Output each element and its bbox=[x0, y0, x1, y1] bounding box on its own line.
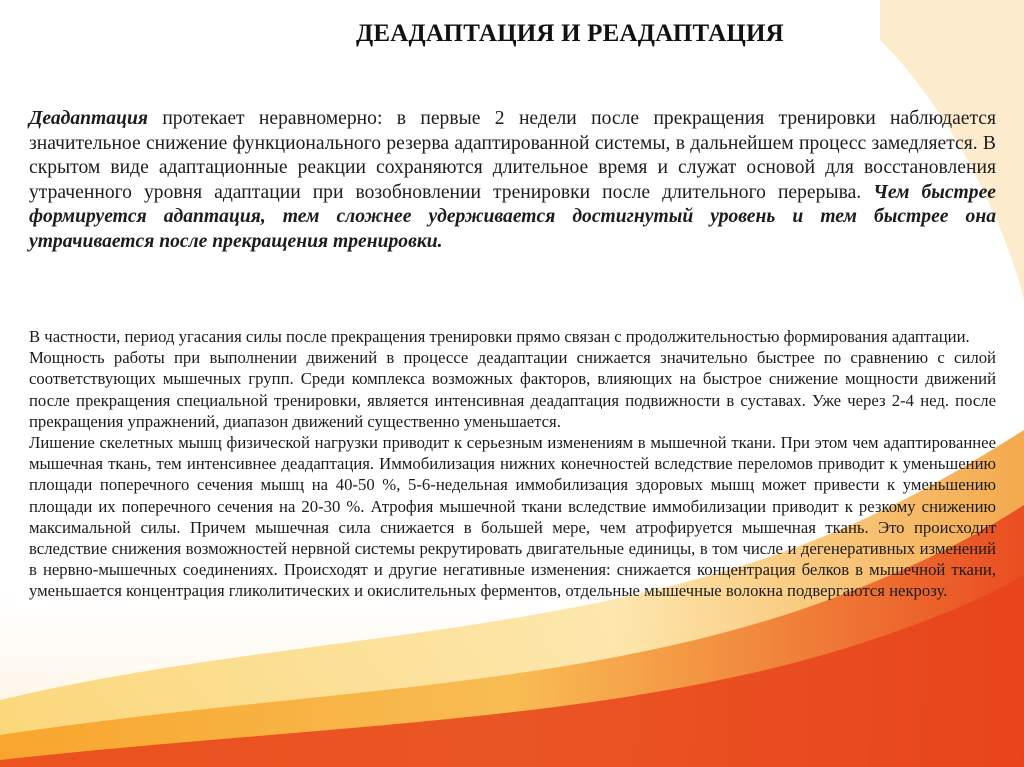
body-text bbox=[29, 326, 996, 602]
slide-title: ДЕАДАПТАЦИЯ И РЕАДАПТАЦИЯ bbox=[356, 20, 784, 47]
lead-text: протекает неравномерно: в первые 2 недели после прекращения тренировки наблюдается значительное снижение функционального резерва адаптированной системы, в дальнейшем процесс замедляется. В скрытом виде адаптационные реакции сохраняются длительное время и служат основой для восстановления утраченного уровня адаптации при возобновлении тренировки после длительного перерыва. bbox=[29, 108, 996, 203]
paragraph: В частности, период угасания силы после прекращения тренировки прямо связан с продолжительностью формирования адаптации. bbox=[29, 327, 970, 346]
lead-paragraph bbox=[29, 107, 996, 255]
paragraph: Лишение скелетных мышц физической нагрузки приводит к серьезным изменениям в мышечной ткани. При этом чем адаптированнее мышечная ткань, тем интенсивнее деадаптация. Иммобилизация нижних конечностей вследствие переломов приводит к уменьшению площади поперечного сечения мышц на 40-50 %, 5-6-недельная иммобилизация здоровых мышц может привести к уменьшению площади их поперечного сечения на 20-30 %. Атрофия мышечной ткани вследствие иммобилизации приводит к резкому снижению максимальной силы. Причем мышечная сила снижается в большей мере, чем атрофируется мышечная ткань. Это происходит вследствие снижения возможностей нервной системы рекрутировать двигательные единицы, в том числе и дегенеративных изменений в нервно-мышечных соединениях. Происходят и другие негативные изменения: снижается концентрация белков в мышечной ткани, уменьшается концентрация гликолитических и окислительных ферментов, отдельные мышечные волокна подвергаются некрозу. bbox=[29, 433, 996, 601]
lead-emphasis: Чем быстрее формируется адаптация, тем сложнее удерживается достигнутый уровень и тем быстрее она утрачивается после прекращения тренировки. bbox=[29, 181, 996, 252]
lead-term: Деадаптация bbox=[29, 108, 148, 129]
paragraph: Мощность работы при выполнении движений в процессе деадаптации снижается значительно быстрее по сравнению с силой соответствующих мышечных групп. Среди комплекса возможных факторов, влияющих на быстрое снижение мощности движений после прекращения специальной тренировки, является интенсивная деадаптация подвижности в суставах. Уже через 2-4 нед. после прекращения упражнений, диапазон движений существенно уменьшается. bbox=[29, 348, 996, 431]
